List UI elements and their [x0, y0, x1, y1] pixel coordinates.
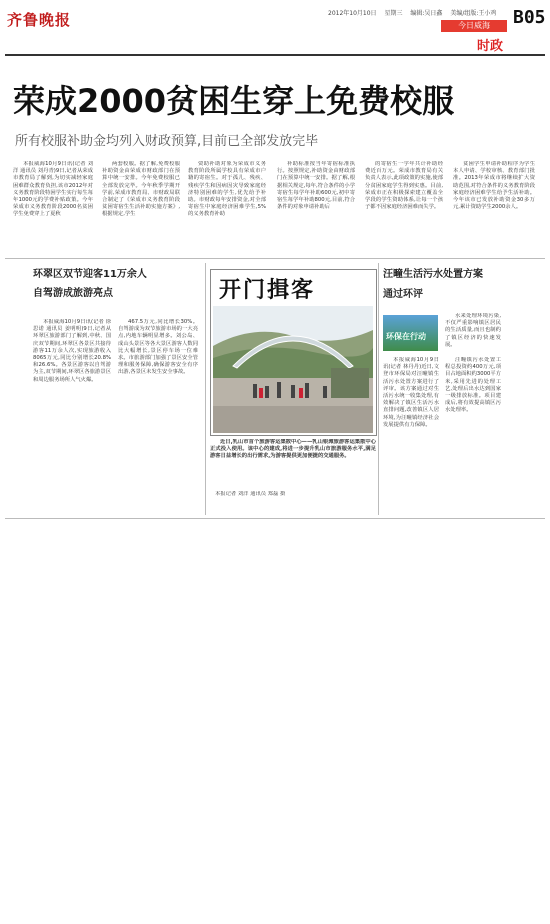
main-headline: 荣成2000贫困生穿上免费校服: [13, 82, 455, 120]
right-story-col-b: 本报威海10月9日讯(记者 林丹丹)近日,文登市环保局对汪疃镇生活污水处置方案进行了评审。该方案通过对生活污水统一收集处理,有效解决了镇区生活污水直排问题,改善镇区人居环境,为汪疃镇经济社会发展提供有力保障。: [383, 357, 439, 428]
left-story-headline-2: 自驾游成旅游亮点: [33, 288, 113, 299]
section-tag: 今日威海: [441, 20, 507, 32]
right-story-headline-1: 汪疃生活污水处置方案: [383, 269, 483, 280]
feature-photo: [213, 306, 373, 433]
page-bottom-rule: [5, 518, 545, 519]
left-story-col-a: 本报威海10月9日讯(记者 徐思诺 通讯员 姜明明)9日,记者从环翠区旅游部门了解到,中秋、国庆双节期间,环翠区各景区共接待游客11万余人次,实现旅游收入8065万元,同比分别增长20.8%和26.6%。各景区游客以自驾游为主,双节期间,环翠区各旅游景区和周边服务场所人气火爆。: [33, 319, 111, 383]
issue-design: 美编/组版:王小鸡: [450, 10, 497, 17]
main-col-6: 贫困学生申请补助程序为学生本人申请、学校审核、教育部门批准。2013年荣成市将继续扩大资助范围,对符合条件的义务教育阶段家庭经济困难学生给予生活补助。今年该市已发放补助资金30多万元,累计资助学生2000余人。: [453, 161, 535, 211]
thumbnail-text: 环保在行动: [386, 332, 426, 341]
environment-thumbnail: [383, 315, 438, 351]
issue-editor: 编辑:吴日鑫: [410, 10, 443, 17]
main-col-2: 两套校服。据了解,免费校服补助资金由荣成市财政部门在预算中统一安排。今年免费校服已全部发放完毕。今年秋季学期开学前,荣成市教育局、市财政局联合制定了《荣成市义务教育阶段贫困寄宿生生活补助实施方案》,根据规定,学生: [102, 161, 180, 218]
issue-meta: [328, 8, 502, 17]
newspaper-page: [5, 5, 545, 521]
issue-weekday: 星期三: [384, 10, 403, 17]
page-code: B05: [513, 7, 546, 28]
photo-feature: [210, 269, 377, 436]
main-col-4: 补助标准按当年寄宿标准执行。按照规定,补助资金由财政部门在预算中统一安排。据了解,根据相关规定,每年,符合条件的小学寄宿生每学年补助600元,初中寄宿生每学年补助800元,目前,符合条件的对象申请补助后: [277, 161, 355, 211]
right-story-col-c: 汪疃镇污水处置工程总投资约400万元,项目占地面积约3000平方米,采用先进的处理工艺,处理后出水达到国家一级排放标准。项目建成后,将有效提高镇区污水处理率。: [445, 357, 501, 414]
issue-date: 2012年10月10日: [328, 10, 377, 17]
main-col-1: 本报威海10月9日讯(记者 刘洋 通讯员 刘丹青)9日,记者从荣成市教育局了解到,为切实减轻家庭困难群众教育负担,该市2012年对义务教育阶段特困学生实行每生每年1000元的学费补贴政策。今年荣成市义务教育阶段2000名贫困学生免费穿上了夏秋: [13, 161, 93, 218]
masthead: [5, 5, 545, 53]
right-story-headline-2: 通过环评: [383, 289, 423, 300]
section-divider: [5, 258, 545, 259]
main-subhead: 所有校服补助金均列入财政预算,目前已全部发放完毕: [15, 134, 319, 149]
main-col-5: 的寄宿生一学年共计补助经费近百万元。荣成市教育局有关负责人表示,此项政策的实施,使部分贫困家庭学生得到实惠。目前,荣成市正在积极探索建立覆盖全学段的学生资助体系,让每一个孩子都不因家庭经济困难而失学。: [365, 161, 443, 211]
feature-caption: 近日,乳山市首个旅游客运集散中心——乳山银滩旅游客运集散中心正式投入使用。该中心的建成,将进一步提升乳山市旅游服务水平,满足游客日益增长的出行需求,为游客提供更加便捷的交通服务。: [210, 439, 376, 460]
column-rule-right: [378, 263, 379, 515]
left-story-col-b: 467.5万元,同比增长30%。自驾游成为双节旅游市场的一大亮点,内地车辆明显增多。刘公岛、成山头景区等各大景区游客人数同比大幅增长,景区停车场一位难求。市旅游部门加强了景区安全管理和服务保障,确保游客安全有序出游,各景区未发生安全事故。: [118, 319, 198, 376]
left-story-headline-1: 环翠区双节迎客11万余人: [33, 269, 147, 280]
section-title: 时政: [477, 39, 504, 54]
feature-credit: 本报记者 刘洋 通讯员 郑磊 摄: [215, 491, 286, 497]
feature-title: 开门揖客: [219, 278, 316, 303]
right-story-col-a: 水来处理环境污染,不仅严重影响镇区居民的生活质量,而且也制约了镇区经济的快速发展。: [445, 313, 501, 348]
main-col-3: 资助补助对象为荣成市义务教育阶段所属学校具有荣成市户籍的寄宿生。对于孤儿、残疾、残疾学生和因病因灾导致家庭经济特别困难的学生,优先给予补助。市财政每年安排资金,对全部寄宿生中家庭经济困难学生,5%的义务教育补助: [188, 161, 266, 218]
newspaper-logo: 齐鲁晚报: [7, 11, 72, 29]
column-rule-left: [205, 263, 206, 515]
header-rule: [5, 54, 545, 56]
